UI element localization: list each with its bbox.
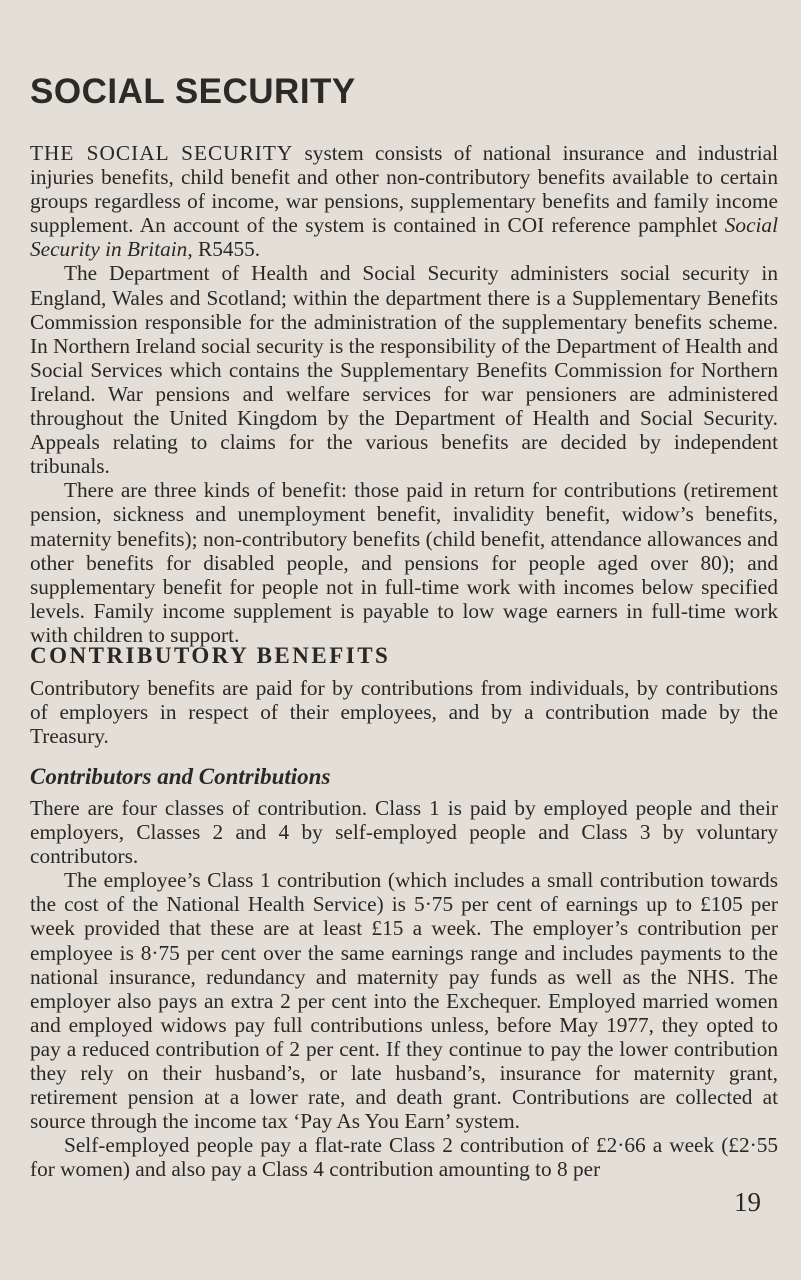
- intro-paragraph-3: There are three kinds of benefit: those paid in return for contributions (retirement pension, sickness and unemployment benefit, invalidity benefit, widow’s benefits, maternity benefits); non-contributory benefits (child benefit, attendance allowances and other benefits for disabled people, and pensions for people aged over 80); and supplementary benefit for people not in full-time work with incomes below specified levels. Family income supplement is payable to low wage earners in full-time work with children to support.: [30, 478, 778, 647]
- intro-p1-text-b: , R5455.: [187, 237, 261, 262]
- lead-small-caps: THE SOCIAL SECURITY: [30, 141, 294, 165]
- sub-heading-contributors: Contributors and Contributions: [30, 764, 331, 789]
- contributors-section: [30, 796, 778, 1182]
- intro-section: [30, 141, 778, 647]
- contributors-paragraph-1: There are four classes of contribution. Class 1 is paid by employed people and their employers, Classes 2 and 4 by self-employed people and Class 3 by voluntary contributors.: [30, 796, 778, 869]
- contributory-paragraph-1: Contributory benefits are paid for by contributions from individuals, by contributions of employers in respect of their employees, and by a contribution made by the Treasury.: [30, 676, 778, 749]
- intro-paragraph-2: The Department of Health and Social Security administers social security in England, Wales and Scotland; within the department there is a Supplementary Benefits Commission responsible for the administration of the supplementary benefits scheme. In Northern Ireland social security is the responsibility of the Department of Health and Social Services which contains the Supplementary Benefits Commission for Northern Ireland. War pensions and welfare services for war pensioners are administered throughout the United Kingdom by the Department of Health and Social Security. Appeals relating to claims for the various benefits are decided by independent tribunals.: [30, 261, 778, 479]
- intro-paragraph-1: [30, 141, 778, 261]
- section-heading-contributory-benefits: CONTRIBUTORY BENEFITS: [30, 643, 391, 668]
- intro-p1-text-a: system consists of national insurance and industrial injuries benefits, child benefit and other non-contributory benefits available to certain groups regardless of income, war pensions, supplementary benefits and family income supplement. An account of the system is contained in COI reference pamphlet: [30, 141, 779, 238]
- contributors-paragraph-2: The employee’s Class 1 contribution (which includes a small contribution towards the cost of the National Health Service) is 5·75 per cent of earnings up to £105 per week provided that these are at least £15 a week. The employer’s contribution per employee is 8·75 per cent over the same earnings range and includes payments to the national insurance, redundancy and maternity pay funds as well as the NHS. The employer also pays an extra 2 per cent into the Exchequer. Employed married women and employed widows pay full contributions unless, before May 1977, they opted to pay a reduced contribution of 2 per cent. If they continue to pay the lower contribution they rely on their husband’s, or late husband’s, insurance for maternity grant, retirement pension at a lower rate, and death grant. Contributions are collected at source through the income tax ‘Pay As You Earn’ system.: [30, 868, 778, 1134]
- pamphlet-title: Social Security in Britain: [30, 213, 778, 262]
- contributory-section: [30, 676, 778, 748]
- page-number: 19: [734, 1187, 761, 1217]
- running-title: SOCIAL SECURITY: [30, 72, 356, 111]
- contributors-paragraph-3: Self-employed people pay a flat-rate Class 2 contribution of £2·66 a week (£2·55 for women) and also pay a Class 4 contribution amounting to 8 per: [30, 1133, 778, 1182]
